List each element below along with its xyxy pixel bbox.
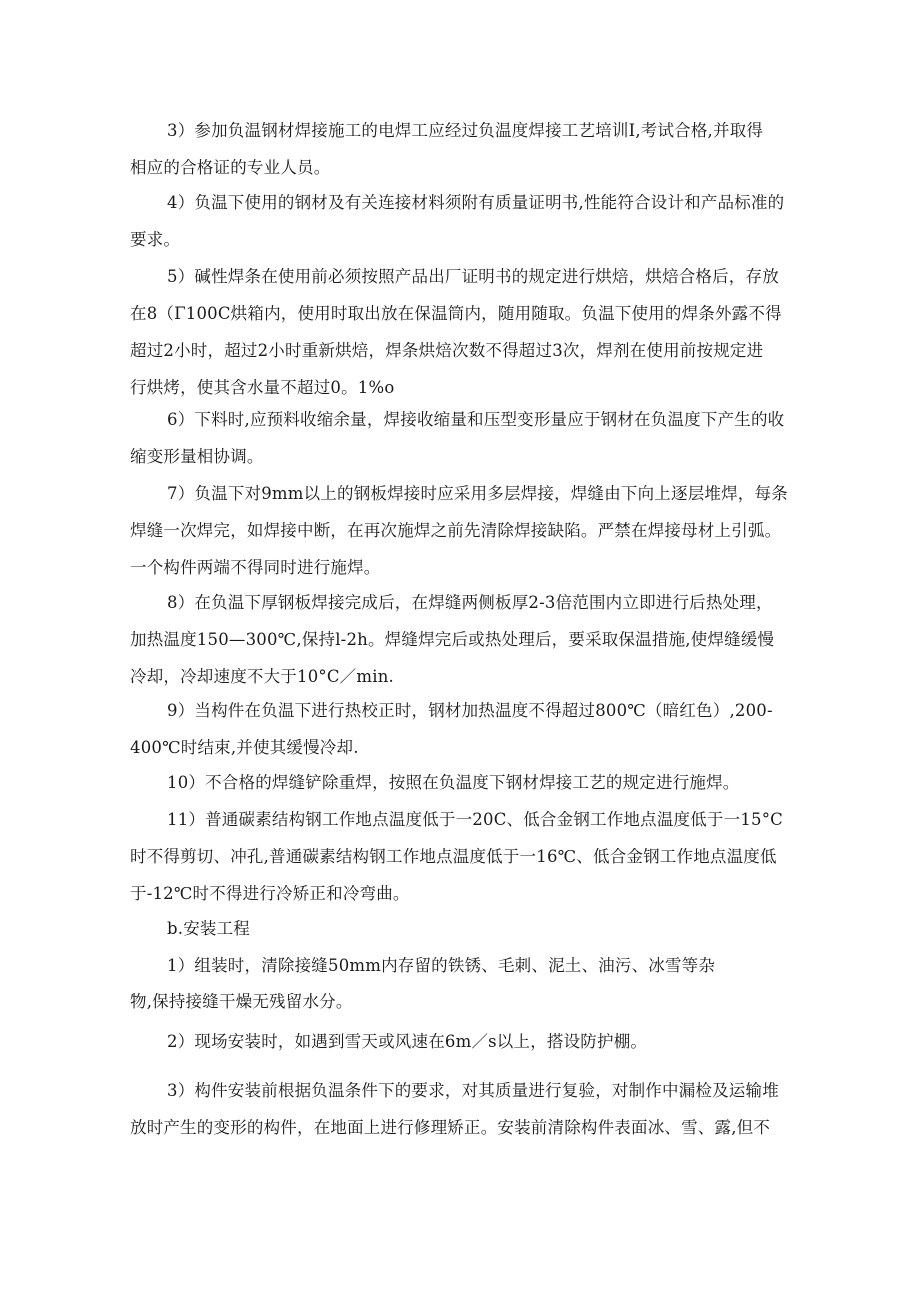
paragraph-10 [130, 764, 802, 801]
text-line: 缩变形量相协调。 [130, 447, 264, 466]
paragraph-install-1 [130, 947, 802, 984]
text-line: 超过2小时，超过2小时重新烘焙，焊条烘焙次数不得超过3次，焊剂在使用前按规定进 [130, 341, 764, 360]
text-line: 于-12℃时不得进行冷矫正和冷弯曲。 [130, 884, 410, 903]
text-line: 3）构件安装前根据负温条件下的要求，对其质量进行复验，对制作中漏检及运输堆 [167, 1081, 779, 1100]
text-line: 8）在负温下厚钢板焊接完成后，在焊缝两侧板厚2-3倍范围内立即进行后热处理， [167, 593, 773, 612]
text-line: 4）负温下使用的钢材及有关连接材料须附有质量证明书,性能符合设计和产品标准的 [167, 193, 785, 212]
paragraph-11 [130, 801, 802, 912]
text-line: 9）当构件在负温下进行热校正时，钢材加热温度不得超过800℃（暗红色）,200- [167, 701, 773, 720]
text-line: 3）参加负温钢材焊接施工的电焊工应经过负温度焊接工艺培训I,考试合格,并取得 [167, 121, 764, 140]
text-line: 10）不合格的焊缝铲除重焊，按照在负温度下钢材焊接工艺的规定进行施焊。 [167, 773, 740, 792]
paragraph-3 [130, 112, 802, 186]
text-line: 行烘烤，使其含水量不超过0。1%o [130, 378, 395, 397]
paragraph-install-2 [130, 1023, 802, 1060]
text-line: 1）组装时，清除接缝50mm内存留的铁锈、毛刺、泥土、油污、冰雪等杂 [167, 956, 716, 975]
section-heading-installation [130, 910, 802, 947]
text-line: 相应的合格证的专业人员。 [130, 158, 331, 177]
text-line: 物,保持接缝干燥无残留水分。 [130, 992, 353, 1011]
text-line: 在8（Γ100C烘箱内，使用时取出放在保温筒内，随用随取。负温下使用的焊条外露不得 [130, 304, 782, 323]
text-line: 冷却，冷却速度不大于10°C／min. [130, 667, 394, 686]
text-line: 2）现场安装时，如遇到雪天或风速在6m／s以上，搭设防护棚。 [167, 1032, 648, 1051]
text-line: 加热温度150—300℃,保持l-2h。焊缝焊完后或热处理后，要采取保温措施,使焊缝缓慢 [130, 630, 775, 649]
text-line: 11）普通碳素结构钢工作地点温度低于一20C、低合金钢工作地点温度低于一15°C [167, 810, 783, 829]
text-line: 一个构件两端不得同时进行施焊。 [130, 558, 381, 577]
text-line: 7）负温下对9mm以上的钢板焊接时应采用多层焊接，焊缝由下向上逐层堆焊，每条 [167, 484, 788, 503]
text-line: 6）下料时,应预料收缩余量，焊接收缩量和压型变形量应于钢材在负温度下产生的收 [167, 410, 785, 429]
text-line: 焊缝一次焊完，如焊接中断，在再次施焊之前先清除焊接缺陷。严禁在焊接母材上引弧。 [130, 521, 782, 540]
paragraph-7 [130, 475, 802, 586]
paragraph-8 [130, 584, 802, 695]
paragraph-5 [130, 258, 802, 406]
paragraph-6 [130, 401, 802, 475]
paragraph-9 [130, 692, 802, 766]
paragraph-install-3 [130, 1072, 802, 1146]
text-line: 400℃时结束,并使其缓慢冷却. [130, 738, 359, 757]
section-heading: b.安装工程 [167, 919, 251, 938]
text-line: 放时产生的变形的构件，在地面上进行修理矫正。安装前清除构件表面冰、雪、露,但不 [130, 1118, 771, 1137]
text-line: 5）碱性焊条在使用前必须按照产品出厂证明书的规定进行烘焙，烘焙合格后，存放 [167, 267, 779, 286]
text-line: 要求。 [130, 230, 181, 249]
text-line: 时不得剪切、冲孔,普通碳素结构钢工作地点温度低于一16℃、低合金钢工作地点温度低 [130, 847, 777, 866]
paragraph-4 [130, 184, 802, 258]
paragraph-install-1-cont [130, 983, 802, 1020]
